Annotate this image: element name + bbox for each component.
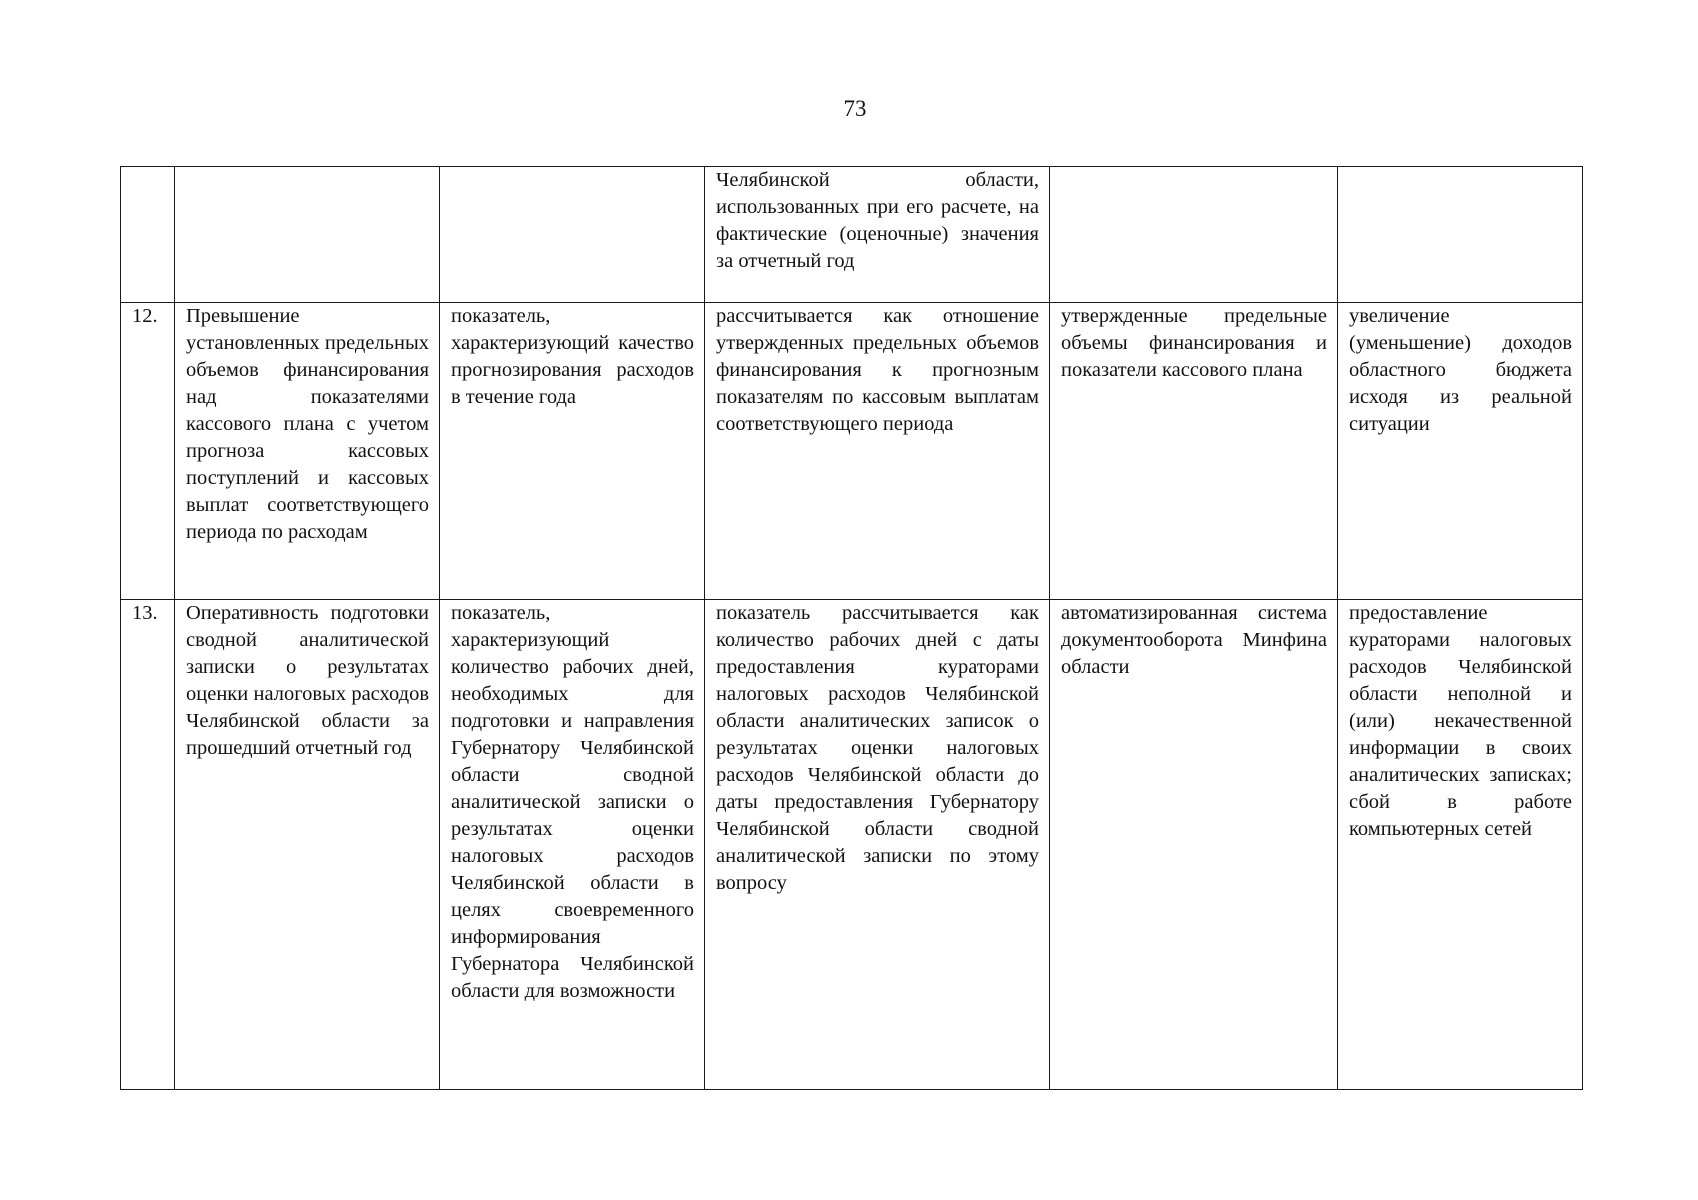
cell-method: Челябинской области, использованных при его расчете, на фактические (оценочные) значения за отчетный год (705, 167, 1050, 303)
cell-factors: предоставление кураторами налоговых расходов Челябинской области неполной и (или) некачественной информации в своих аналитических записках; сбой в работе компьютерных сетей (1338, 600, 1583, 1090)
cell-characteristic: показатель, характеризующий качество прогнозирования расходов в течение года (440, 303, 705, 600)
cell-factors: увеличение (уменьшение) доходов областного бюджета исходя из реальной ситуации (1338, 303, 1583, 600)
cell-number (121, 167, 175, 303)
cell-method: рассчитывается как отношение утвержденных предельных объемов финансирования к прогнозным показателям по кассовым выплатам соответствующего периода (705, 303, 1050, 600)
cell-name: Оперативность подготовки сводной аналитической записки о результатах оценки налоговых расходов Челябинской области за прошедший отчетный год (175, 600, 440, 1090)
cell-characteristic (440, 167, 705, 303)
cell-characteristic: показатель, характеризующий количество рабочих дней, необходимых для подготовки и направления Губернатору Челябинской области сводной аналитической записки о результатах оценки налоговых расходов Челябинской области в целях своевременного информирования Губернатора Челябинской области для возможности (440, 600, 705, 1090)
cell-number: 13. (121, 600, 175, 1090)
cell-name: Превышение установленных предельных объемов финансирования над показателями кассового плана с учетом прогноза кассовых поступлений и кассовых выплат соответствующего периода по расходам (175, 303, 440, 600)
page-number: 73 (843, 96, 867, 121)
indicators-table (120, 166, 1583, 1090)
cell-source: автоматизированная система документооборота Минфина области (1050, 600, 1338, 1090)
table-row (121, 600, 1583, 1090)
cell-method: показатель рассчитывается как количество рабочих дней с даты предоставления кураторами налоговых расходов Челябинской области аналитических записок о результатах оценки налоговых расходов Челябинской области до даты предоставления Губернатору Челябинской области сводной аналитической записки по этому вопросу (705, 600, 1050, 1090)
table-row-continuation (121, 167, 1583, 303)
cell-name (175, 167, 440, 303)
cell-number: 12. (121, 303, 175, 600)
cell-source: утвержденные предельные объемы финансирования и показатели кассового плана (1050, 303, 1338, 600)
table-row (121, 303, 1583, 600)
cell-factors (1338, 167, 1583, 303)
cell-source (1050, 167, 1338, 303)
